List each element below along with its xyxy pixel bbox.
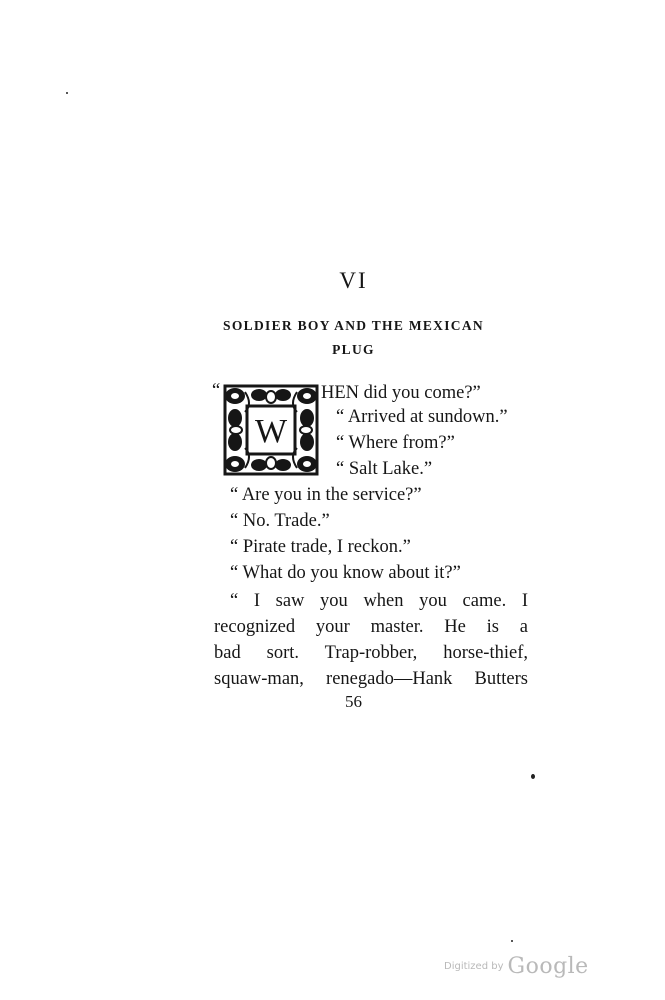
scan-speck	[511, 940, 513, 942]
chapter-title-line-1: SOLDIER BOY AND THE MEXICAN	[223, 318, 484, 333]
scan-speck	[531, 774, 535, 779]
google-logo: Google	[507, 954, 589, 979]
text-line-1: HEN did you come?”	[321, 383, 481, 403]
text-line-6: “ No. Trade.”	[230, 511, 330, 531]
text-line-5: “ Are you in the service?”	[230, 485, 422, 505]
text-line-12: squaw-man, renegado—Hank Butters	[214, 669, 528, 689]
text-line-8: “ What do you know about it?”	[230, 563, 461, 583]
google-watermark	[444, 954, 589, 979]
vine-ornament-icon	[223, 384, 319, 476]
text-line-11: bad sort. Trap-robber, horse-thief,	[214, 643, 528, 663]
text-line-2: “ Arrived at sundown.”	[336, 407, 508, 427]
opening-quote: “	[212, 381, 221, 401]
drop-cap-letter: W	[254, 413, 288, 450]
text-line-7: “ Pirate trade, I reckon.”	[230, 537, 411, 557]
text-line-3: “ Where from?”	[336, 433, 455, 453]
chapter-number: VI	[339, 268, 368, 293]
text-line-9: “ I saw you when you came. I	[230, 591, 528, 611]
scan-speck	[66, 92, 68, 94]
chapter-title-line-2: PLUG	[332, 342, 375, 357]
watermark-prefix: Digitized by	[444, 961, 504, 972]
text-line-10: recognized your master. He is a	[214, 617, 528, 637]
ornamental-drop-cap	[223, 384, 319, 476]
page-number: 56	[345, 692, 362, 711]
text-line-4: “ Salt Lake.”	[336, 459, 433, 479]
